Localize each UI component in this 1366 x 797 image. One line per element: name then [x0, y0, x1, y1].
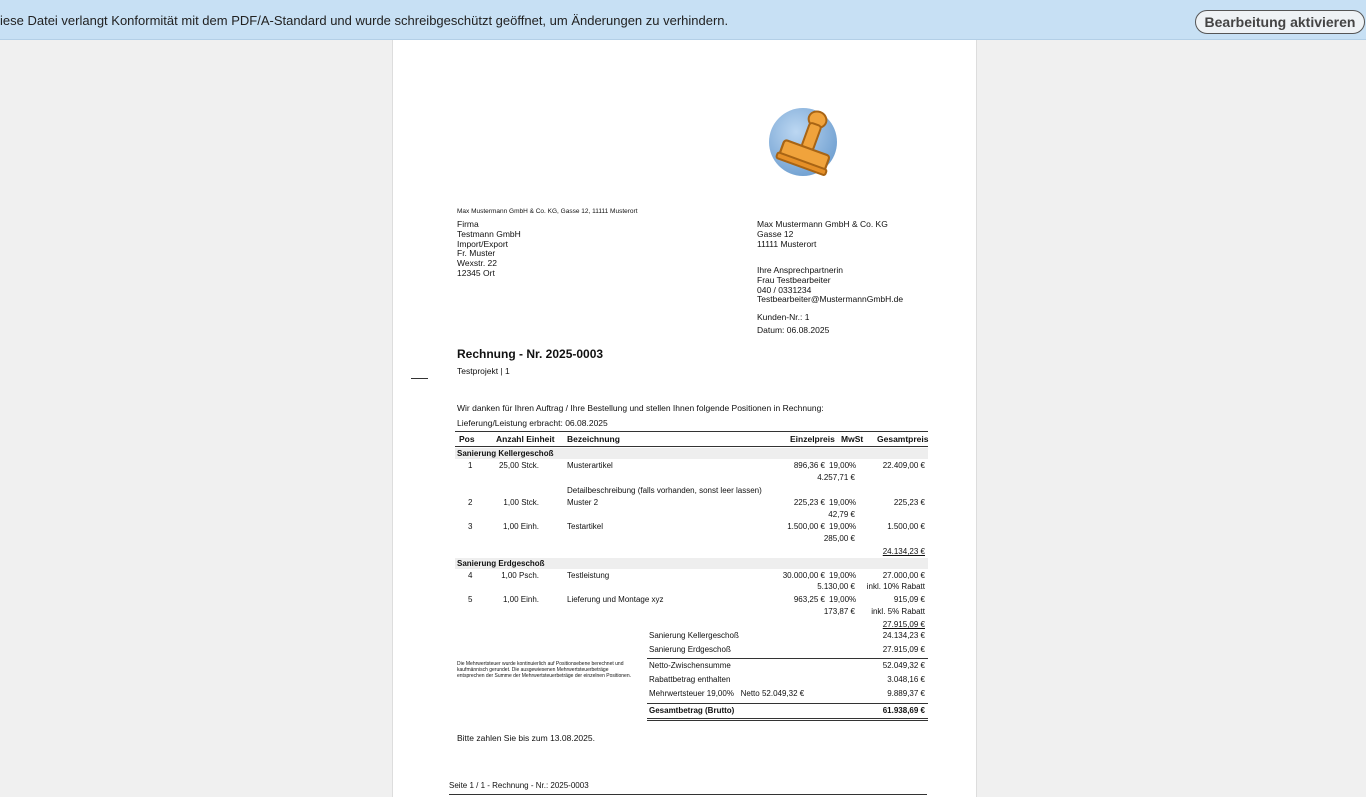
summary-rule: [647, 658, 928, 659]
row-bezeichnung: Testleistung: [567, 571, 610, 580]
rabatt-label: Rabattbetrag enthalten: [649, 675, 731, 684]
row-tax: 173,87 €: [823, 607, 855, 616]
row-pos: 1: [468, 461, 473, 470]
sender-return-line: Max Mustermann GmbH & Co. KG, Gasse 12, 11111 Musterort: [457, 208, 638, 215]
company-line: 11111 Musterort: [757, 238, 817, 249]
group-subtotal: 27.915,09 €: [882, 620, 925, 629]
contact-block: [757, 266, 903, 305]
tax-note: Die Mehrwertsteuer wurde kontinuierlich auf Positionsebene berechnet und kaufmännisch gerundet. Die ausgewiesenen Mehrwertsteuerbeträge entsprechen der Summe der Mehrwertsteuerbeträge der einzelnen Positionen.: [457, 661, 631, 679]
row-anzahl: 1,00 Psch.: [501, 571, 539, 580]
row-detail: Detailbeschreibung (falls vorhanden, sonst leer lassen): [567, 486, 762, 495]
row-anzahl: 1,00 Einh.: [502, 595, 539, 604]
row-gesamtpreis: 225,23 €: [893, 498, 925, 507]
recipient-line: Import/Export: [457, 238, 509, 249]
enable-editing-button[interactable]: Bearbeitung aktivieren: [1195, 10, 1365, 34]
total-rule: [647, 720, 928, 721]
header-mwst: MwSt: [841, 434, 864, 444]
document-page: [392, 40, 977, 797]
pdfa-info-message: iese Datei verlangt Konformität mit dem PDF/A-Standard und wurde schreibgeschützt geöffnet, um Änderungen zu verhindern.: [0, 13, 729, 28]
mwst-value: 9.889,37 €: [887, 689, 925, 698]
row-mwst: 19,00%: [829, 571, 857, 580]
rabatt-value: 3.048,16 €: [887, 675, 925, 684]
row-pos: 2: [468, 498, 473, 507]
customer-number: Kunden-Nr.: 1: [757, 312, 810, 322]
total-rule: [647, 718, 928, 719]
group-header: Sanierung Erdgeschoß: [455, 558, 928, 569]
fold-mark: [411, 378, 428, 379]
summary-rule: [647, 703, 928, 704]
row-tax: 42,79 €: [828, 510, 855, 519]
header-einzelpreis: Einzelpreis: [790, 434, 835, 444]
recipient-line: Wexstr. 22: [457, 258, 497, 269]
recipient-line: 12345 Ort: [457, 267, 495, 278]
group-subtotal: 24.134,23 €: [882, 547, 925, 556]
delivery-date: Lieferung/Leistung erbracht: 06.08.2025: [457, 418, 608, 428]
summary-group-label: Sanierung Erdgeschoß: [649, 645, 731, 654]
group-header: Sanierung Kellergeschoß: [455, 448, 928, 459]
contact-line: Ihre Ansprechpartnerin: [757, 265, 843, 275]
row-discount: inkl. 10% Rabatt: [866, 582, 925, 591]
row-gesamtpreis: 27.000,00 €: [882, 571, 925, 580]
row-tax: 285,00 €: [823, 534, 855, 543]
row-mwst: 19,00%: [829, 461, 857, 470]
header-pos: Pos: [459, 434, 475, 444]
pdfa-info-bar: [0, 0, 1366, 40]
row-anzahl: 25,00 Stck.: [498, 461, 539, 470]
page-footer: Seite 1 / 1 - Rechnung - Nr.: 2025-0003: [449, 781, 589, 790]
row-pos: 4: [468, 571, 473, 580]
total-label: Gesamtbetrag (Brutto): [649, 706, 735, 715]
invoice-subtitle: Testprojekt | 1: [457, 366, 510, 376]
row-einzelpreis: 963,25 €: [793, 595, 825, 604]
company-address: [757, 220, 888, 249]
row-mwst: 19,00%: [829, 522, 857, 531]
row-bezeichnung: Testartikel: [567, 522, 604, 531]
row-mwst: 19,00%: [829, 595, 857, 604]
total-value: 61.938,69 €: [882, 706, 925, 715]
row-einzelpreis: 225,23 €: [793, 498, 825, 507]
recipient-line: Testmann GmbH: [457, 228, 521, 239]
row-einzelpreis: 1.500,00 €: [787, 522, 825, 531]
recipient-line: Firma: [457, 219, 479, 229]
row-bezeichnung: Musterartikel: [567, 461, 613, 470]
header-rule: [455, 446, 928, 447]
recipient-line: Fr. Muster: [457, 248, 496, 259]
row-einzelpreis: 896,36 €: [793, 461, 825, 470]
contact-line: Testbearbeiter@MustermannGmbH.de: [757, 294, 904, 305]
row-tax: 4.257,71 €: [817, 473, 855, 482]
netto-value: 52.049,32 €: [882, 661, 925, 670]
company-line: Max Mustermann GmbH & Co. KG: [757, 219, 888, 229]
recipient-address: [457, 220, 521, 279]
invoice-date: Datum: 06.08.2025: [757, 325, 830, 335]
summary-group-value: 24.134,23 €: [882, 631, 925, 640]
payment-terms: Bitte zahlen Sie bis zum 13.08.2025.: [457, 733, 595, 743]
intro-text: Wir danken für Ihren Auftrag / Ihre Bestellung und stellen Ihnen folgende Positionen in Rechnung:: [457, 403, 824, 413]
summary-group-value: 27.915,09 €: [882, 645, 925, 654]
stamp-icon: [763, 102, 843, 182]
table-header: [455, 432, 928, 446]
invoice-title: Rechnung - Nr. 2025-0003: [457, 347, 604, 361]
row-anzahl: 1,00 Stck.: [503, 498, 539, 507]
row-anzahl: 1,00 Einh.: [502, 522, 539, 531]
summary-group-label: Sanierung Kellergeschoß: [649, 631, 739, 640]
mwst-label: Mehrwertsteuer 19,00% Netto 52.049,32 €: [649, 689, 805, 698]
row-tax: 5.130,00 €: [817, 582, 855, 591]
row-gesamtpreis: 1.500,00 €: [887, 522, 925, 531]
row-pos: 5: [468, 595, 473, 604]
footer-rule: [449, 794, 927, 795]
row-discount: inkl. 5% Rabatt: [871, 607, 925, 616]
header-bezeichnung: Bezeichnung: [567, 434, 620, 444]
row-gesamtpreis: 22.409,00 €: [882, 461, 925, 470]
row-mwst: 19,00%: [829, 498, 857, 507]
company-line: Gasse 12: [757, 228, 794, 239]
row-gesamtpreis: 915,09 €: [893, 595, 925, 604]
contact-line: Frau Testbearbeiter: [757, 274, 831, 285]
netto-label: Netto-Zwischensumme: [649, 661, 731, 670]
header-gesamtpreis: Gesamtpreis: [877, 434, 929, 444]
row-einzelpreis: 30.000,00 €: [782, 571, 825, 580]
row-pos: 3: [468, 522, 473, 531]
contact-line: 040 / 0331234: [757, 284, 812, 295]
row-bezeichnung: Muster 2: [567, 498, 599, 507]
header-anzahl: Anzahl Einheit: [496, 434, 555, 444]
row-bezeichnung: Lieferung und Montage xyz: [567, 595, 664, 604]
